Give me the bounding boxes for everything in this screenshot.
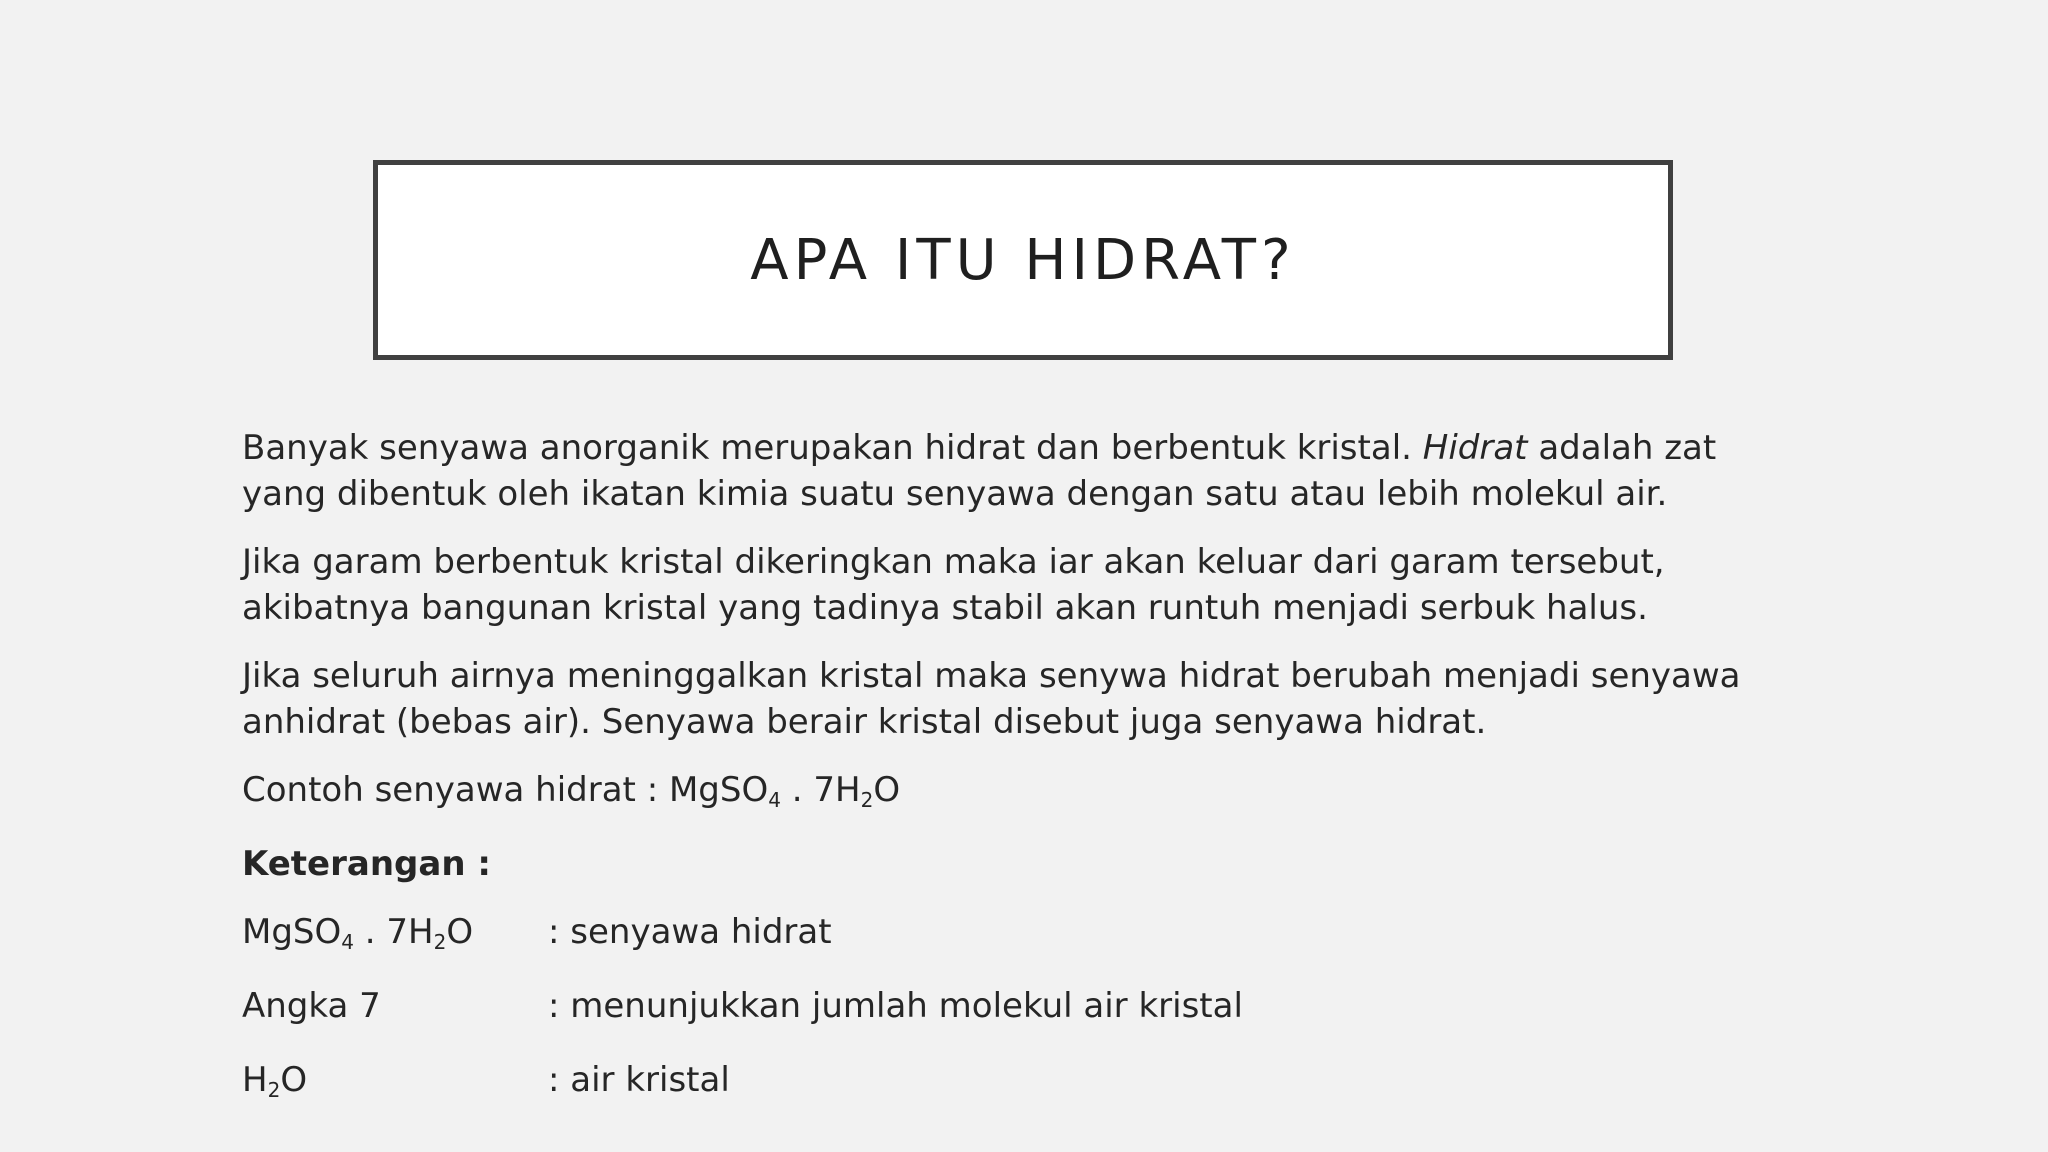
paragraph-2: Jika garam berbentuk kristal dikeringkan maka iar akan keluar dari garam tersebut, akibatnya bangunan kristal yang tadinya stabil akan runtuh menjadi serbuk halus. <box>242 542 1665 628</box>
formula-part: O <box>873 770 901 810</box>
definition-row <box>242 1057 1802 1103</box>
example-label: Contoh senyawa hidrat : <box>242 770 669 810</box>
formula-subscript: 2 <box>860 788 874 812</box>
formula-part: H <box>242 1060 268 1100</box>
slide-title: APA ITU HIDRAT? <box>750 227 1296 293</box>
paragraph-1-start: Banyak senyawa anorganik merupakan hidrat dan berbentuk kristal. <box>242 428 1423 468</box>
example-formula <box>669 770 900 810</box>
definition-term <box>242 1057 548 1103</box>
definition-desc: : menunjukkan jumlah molekul air kristal <box>548 986 1243 1026</box>
formula-part: MgSO <box>668 770 769 810</box>
definition-desc: : senyawa hidrat <box>548 912 832 952</box>
formula-subscript: 2 <box>433 930 447 954</box>
definition-term <box>242 909 548 955</box>
formula-subscript: 4 <box>768 788 781 812</box>
keterangan-label: Keterangan : <box>242 844 491 884</box>
paragraph-3: Jika seluruh airnya meninggalkan kristal maka senywa hidrat berubah menjadi senyawa anhidrat (bebas air). Senyawa berair kristal disebut juga senyawa hidrat. <box>242 656 1741 742</box>
definition-row <box>242 909 1802 955</box>
formula-part: . 7H <box>354 912 434 952</box>
title-box <box>373 160 1673 360</box>
slide-content <box>242 425 1802 1131</box>
formula-part: O <box>446 912 474 952</box>
definition-desc: : air kristal <box>548 1060 730 1100</box>
formula-part: O <box>280 1060 308 1100</box>
paragraph-1-end: adalah zat yang dibentuk oleh ikatan kimia suatu senyawa dengan satu atau lebih molekul air. <box>242 428 1717 514</box>
example-line <box>242 767 1802 813</box>
formula-part: . 7H <box>780 770 861 810</box>
formula-part: MgSO <box>242 912 342 952</box>
formula-subscript: 4 <box>341 930 354 954</box>
definition-term: Angka 7 <box>242 986 381 1026</box>
definition-row <box>242 983 1802 1029</box>
hidrat-term: Hidrat <box>1422 428 1528 468</box>
paragraph-1 <box>242 425 1802 517</box>
formula-subscript: 2 <box>267 1078 281 1102</box>
